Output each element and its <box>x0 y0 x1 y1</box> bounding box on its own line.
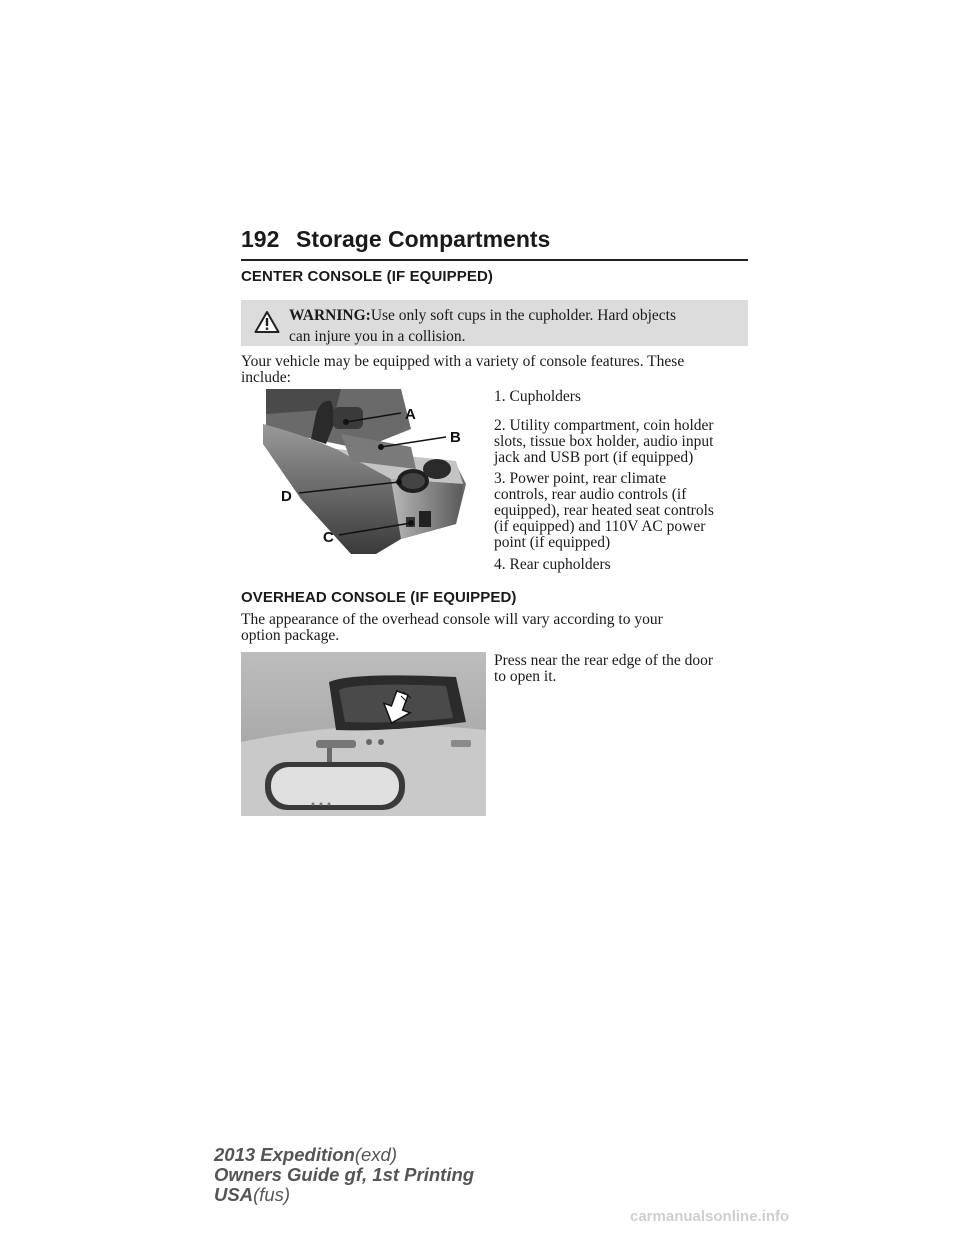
press-line-2: to open it. <box>494 668 557 685</box>
overhead-line-2: option package. <box>241 627 340 644</box>
warning-box <box>241 300 748 346</box>
footer-guide: Owners Guide gf, 1st Printing <box>214 1164 475 1185</box>
overhead-console-heading: OVERHEAD CONSOLE (IF EQUIPPED) <box>241 589 517 606</box>
console-item-2-line: jack and USB port (if equipped) <box>494 449 694 466</box>
overhead-console-figure <box>241 652 486 816</box>
center-console-heading: CENTER CONSOLE (IF EQUIPPED) <box>241 268 493 285</box>
footer <box>214 1145 474 1205</box>
console-item-3-line: (if equipped) and 110V AC power <box>494 518 706 535</box>
section-title: Storage Compartments <box>296 226 551 252</box>
warning-line-2: can injure you in a collision. <box>289 328 466 345</box>
warning-text <box>289 305 739 347</box>
overhead-paragraph <box>241 612 741 644</box>
console-item-3-line: point (if equipped) <box>494 534 611 551</box>
warning-line-1: Use only soft cups in the cupholder. Hard objects <box>370 307 677 324</box>
console-item-3 <box>494 471 752 551</box>
footer-model-code: (exd) <box>354 1144 398 1165</box>
console-item-3-line: 3. Power point, rear climate <box>494 470 667 487</box>
console-item-2-line: 2. Utility compartment, coin holder <box>494 417 714 434</box>
header-rule <box>241 259 748 261</box>
figure-label-d: D <box>281 488 292 505</box>
figure-label-c: C <box>323 529 334 546</box>
console-item-4-line: 4. Rear cupholders <box>494 556 611 573</box>
console-item-4 <box>494 557 752 573</box>
press-line-1: Press near the rear edge of the door <box>494 652 714 669</box>
console-item-3-line: controls, rear audio controls (if <box>494 486 687 503</box>
footer-region: USA <box>214 1184 254 1205</box>
figure-label-b: B <box>450 429 461 446</box>
warning-triangle-icon <box>254 310 280 334</box>
figure-label-a: A <box>405 406 416 423</box>
intro-line-2: include: <box>241 369 291 386</box>
intro-line-1: Your vehicle may be equipped with a variety of console features. These <box>241 353 685 370</box>
footer-model: 2013 Expedition <box>214 1144 355 1165</box>
watermark: carmanualsonline.info <box>630 1208 790 1225</box>
intro-paragraph <box>241 354 741 386</box>
press-instruction <box>494 653 752 685</box>
console-item-1-line: 1. Cupholders <box>494 388 581 405</box>
footer-region-code: (fus) <box>253 1184 291 1205</box>
page-number: 192 <box>241 226 280 252</box>
console-item-3-line: equipped), rear heated seat controls <box>494 502 714 519</box>
center-console-figure <box>241 389 486 554</box>
console-item-2 <box>494 418 752 466</box>
console-item-2-line: slots, tissue box holder, audio input <box>494 433 714 450</box>
overhead-line-1: The appearance of the overhead console will vary according to your <box>241 611 663 628</box>
warning-label: WARNING: <box>289 307 371 324</box>
console-item-1 <box>494 389 752 405</box>
